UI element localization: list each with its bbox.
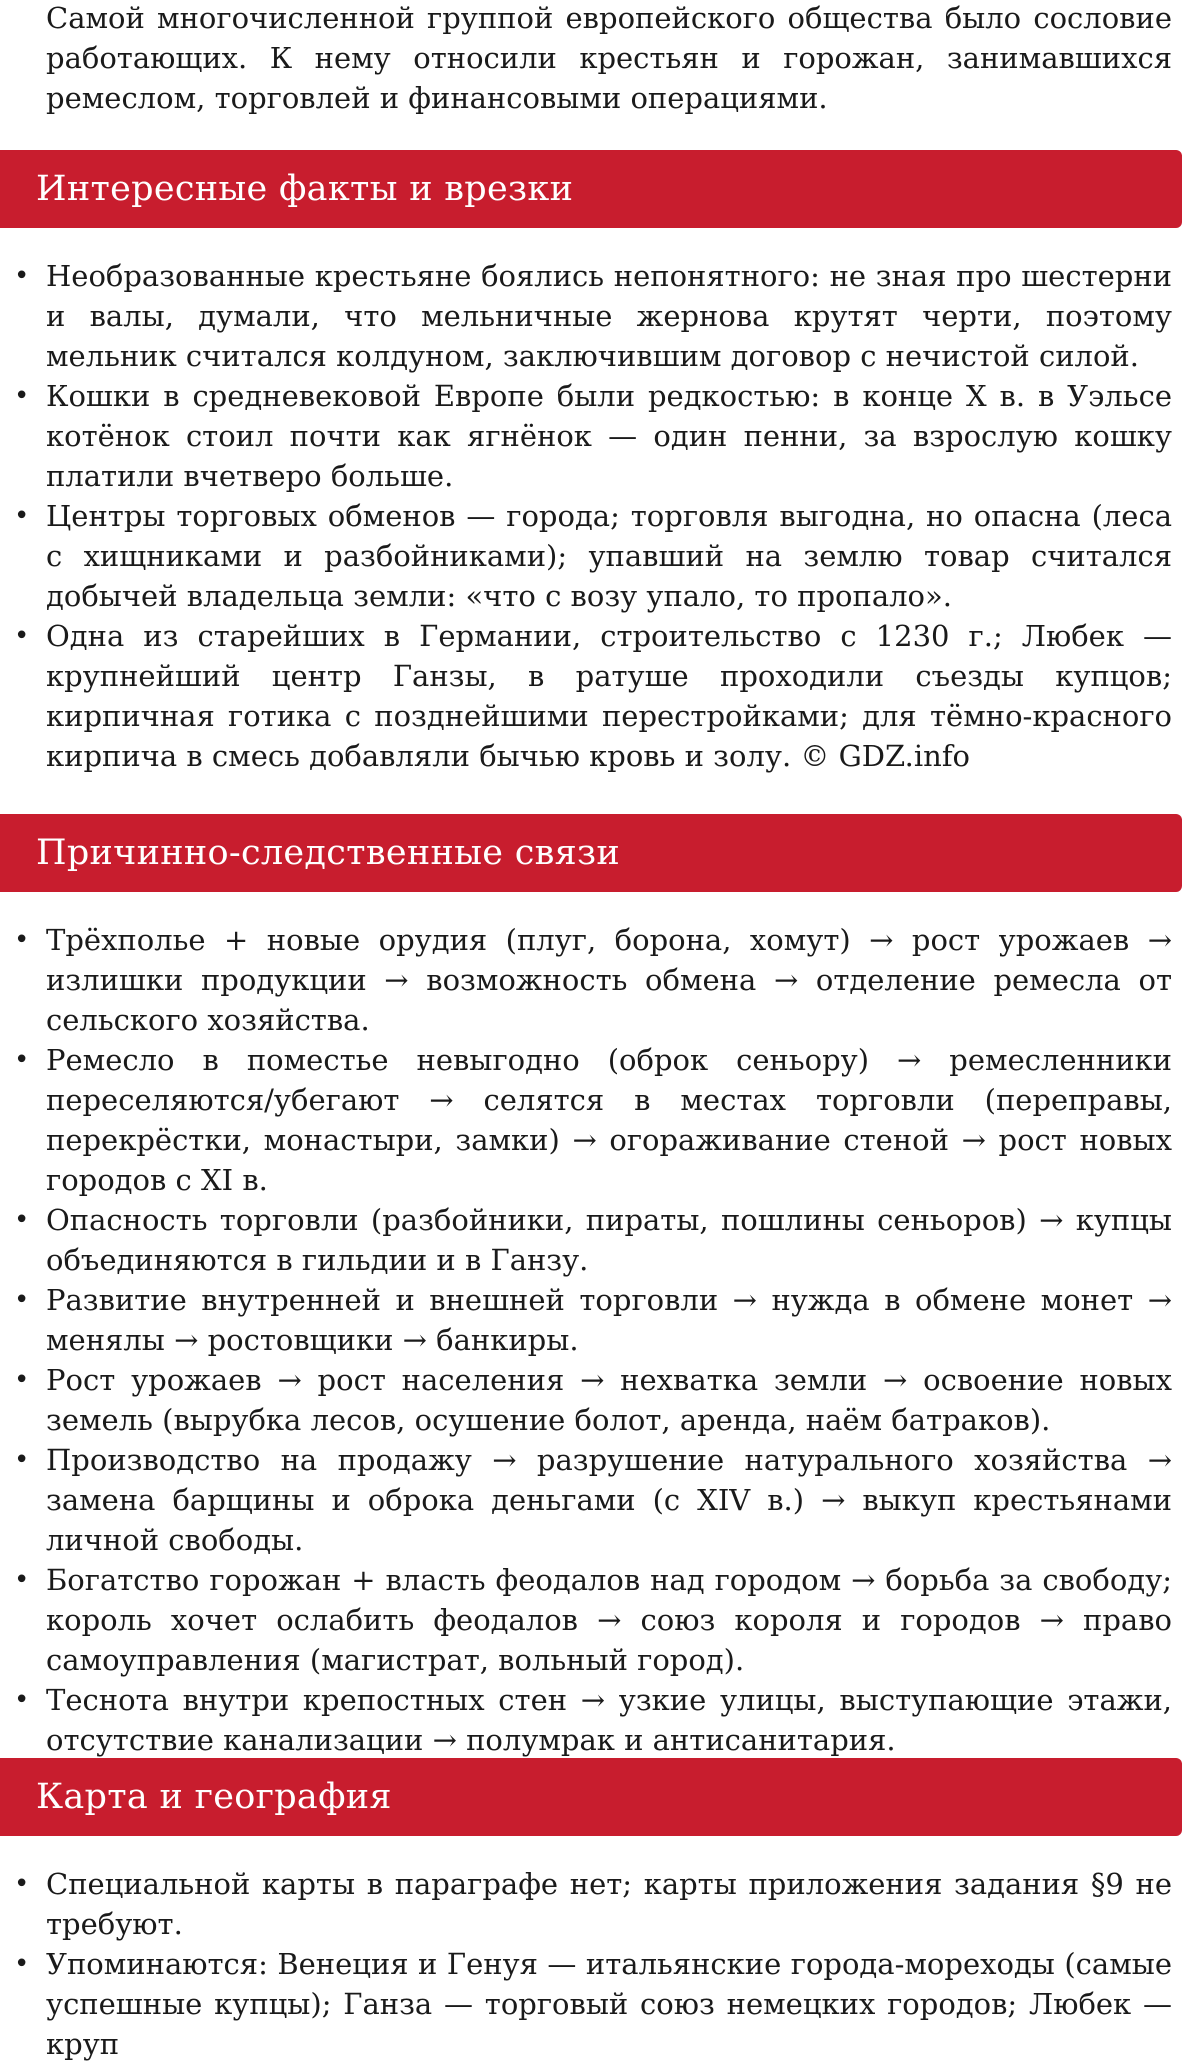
list-item [0, 1280, 1182, 1360]
list-item-text: Развитие внутренней и внешней торговли → нужда в обмене монет → менялы → ростовщики → банкиры. [46, 1283, 1172, 1357]
bullet-icon: • [14, 1869, 30, 1899]
list-item-text: Рост урожаев → рост населения → нехватка земли → освоение новых земель (вырубка лесов, осушение болот, аренда, наём батраков). [46, 1363, 1172, 1437]
list-item-text: Одна из старейших в Германии, строительство с 1230 г.; Любек — крупнейший центр Ганзы, в ратуше проходили съезды купцов; кирпичная готика с позднейшими перестройками; для тёмно-красного кирпича в смесь добавляли бычью кровь и золу. © GDZ.info [46, 619, 1172, 773]
bullet-icon: • [14, 621, 30, 651]
list-item [0, 616, 1182, 776]
list-item [0, 1680, 1182, 1760]
list-item-text: Кошки в средневековой Европе были редкостью: в конце X в. в Уэльсе котёнок стоил почти как ягнёнок — один пенни, за взрослую кошку платили вчетверо больше. [46, 379, 1172, 493]
bullet-icon: • [14, 1685, 30, 1715]
bullet-icon: • [14, 261, 30, 291]
list-item-text: Центры торговых обменов — города; торговля выгодна, но опасна (леса с хищниками и разбойниками); упавший на землю товар считался добычей владельца земли: «что с возу упало, то пропало». [46, 499, 1172, 613]
list-item [0, 1560, 1182, 1680]
list-item-text: Теснота внутри крепостных стен → узкие улицы, выступающие этажи, отсутствие канализации → полумрак и антисанитария. [46, 1683, 1172, 1757]
list-item [0, 920, 1182, 1040]
list-item-text: Богатство горожан + власть феодалов над городом → борьба за свободу; король хочет ослабить феодалов → союз короля и городов → право самоуправления (магистрат, вольный город). [46, 1563, 1172, 1677]
facts-list [0, 256, 1182, 776]
bullet-icon: • [14, 501, 30, 531]
list-item-text: Упоминаются: Венеция и Генуя — итальянские города-мореходы (самые успешные купцы); Ганза — торговый союз немецких городов; Любек — круп [46, 1947, 1172, 2061]
bullet-icon: • [14, 1949, 30, 1979]
section-banner-facts [0, 150, 1182, 228]
list-item-text: Специальной карты в параграфе нет; карты приложения задания §9 не требуют. [46, 1867, 1172, 1941]
section-banner-causes [0, 814, 1182, 892]
section-title-causes: Причинно-следственные связи [36, 833, 621, 873]
bullet-icon: • [14, 1045, 30, 1075]
list-item [0, 376, 1182, 496]
list-item-text: Необразованные крестьяне боялись непонятного: не зная про шестерни и валы, думали, что мельничные жернова крутят черти, поэтому мельник считался колдуном, заключившим договор с нечистой силой. [46, 259, 1172, 373]
bullet-icon: • [14, 1365, 30, 1395]
list-item [0, 1360, 1182, 1440]
bullet-icon: • [14, 925, 30, 955]
list-item [0, 1040, 1182, 1200]
list-item [0, 1944, 1182, 2064]
list-item [0, 256, 1182, 376]
section-banner-map [0, 1758, 1182, 1836]
list-item [0, 1864, 1182, 1944]
list-item-text: Трёхполье + новые орудия (плуг, борона, хомут) → рост урожаев → излишки продукции → возможность обмена → отделение ремесла от сельского хозяйства. [46, 923, 1172, 1037]
list-item [0, 1200, 1182, 1280]
section-title-facts: Интересные факты и врезки [36, 169, 574, 209]
list-item-text: Производство на продажу → разрушение натурального хозяйства → замена барщины и оброка деньгами (с XIV в.) → выкуп крестьянами личной свободы. [46, 1443, 1172, 1557]
intro-paragraph: Самой многочисленной группой европейского общества было сословие работающих. К нему относили крестьян и горожан, занимавшихся ремеслом, торговлей и финансовыми операциями. [46, 1, 1172, 115]
causes-list [0, 920, 1182, 1760]
bullet-icon: • [14, 1285, 30, 1315]
bullet-icon: • [14, 1205, 30, 1235]
bullet-icon: • [14, 1445, 30, 1475]
list-item [0, 1440, 1182, 1560]
map-list [0, 1864, 1182, 2064]
list-item [0, 496, 1182, 616]
bullet-icon: • [14, 381, 30, 411]
list-item-text: Опасность торговли (разбойники, пираты, пошлины сеньоров) → купцы объединяются в гильдии и в Ганзу. [46, 1203, 1172, 1277]
section-title-map: Карта и география [36, 1777, 392, 1817]
bullet-icon: • [14, 1565, 30, 1595]
list-item-text: Ремесло в поместье невыгодно (оброк сеньору) → ремесленники переселяются/убегают → селятся в местах торговли (переправы, перекрёстки, монастыри, замки) → огораживание стеной → рост новых городов с XI в. [46, 1043, 1172, 1197]
